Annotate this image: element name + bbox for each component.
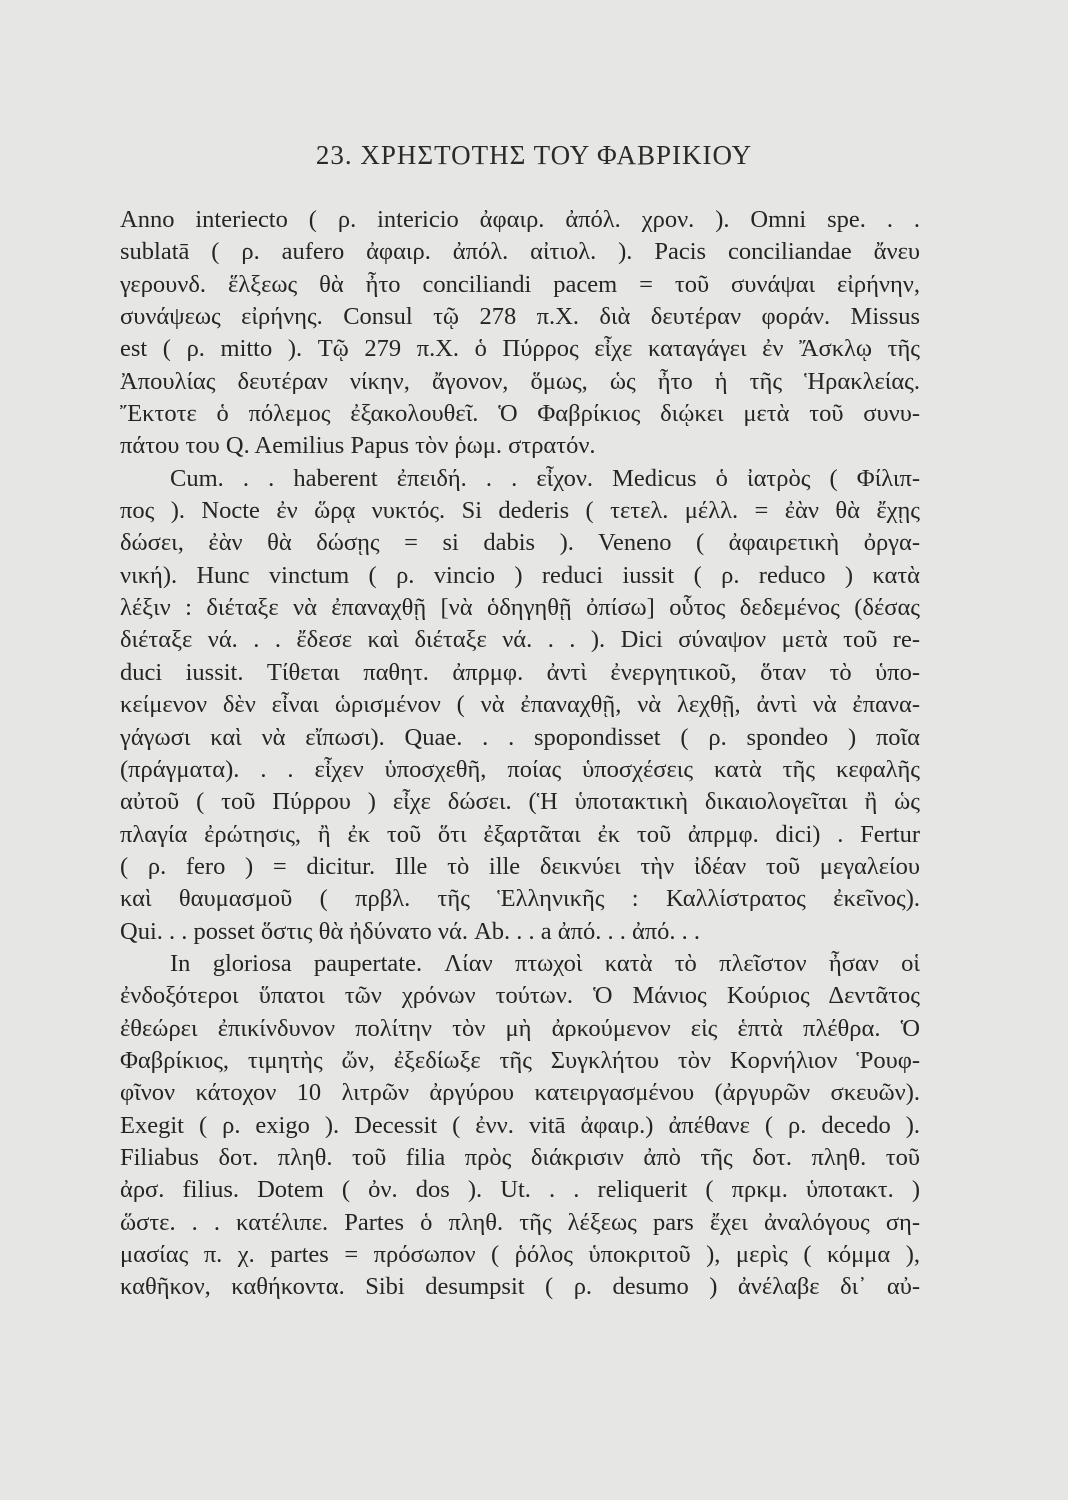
- chapter-title: 23. ΧΡΗΣΤΟΤΗΣ ΤΟΥ ΦΑΒΡΙΚΙΟΥ: [315, 140, 753, 170]
- text-line: In gloriosa paupertate. Λίαν πτωχοὶ κατὰ τὸ πλεῖστον ἦσαν οἱ: [170, 949, 920, 977]
- text-line: γερουνδ. ἕλξεως θὰ ἦτο conciliandi pacem = τοῦ συνάψαι εἰρήνην,: [120, 270, 920, 298]
- paragraph-1: [120, 204, 920, 463]
- text-line: αὐτοῦ ( τοῦ Πύρρου ) εἶχε δώσει. (Ἡ ὑποτακτικὴ δικαιολογεῖται ἢ ὡς: [120, 788, 920, 816]
- text-line: Ἀπουλίας δευτέραν νίκην, ἄγονον, ὅμως, ὡς ἦτο ἡ τῆς Ἡρακλείας.: [120, 367, 920, 395]
- text-line: μασίας π. χ. partes = πρόσωπον ( ῥόλος ὑποκριτοῦ ), μερὶς ( κόμμα ),: [120, 1241, 920, 1268]
- text-line: Cum. . . haberent ἐπειδή. . . εἶχον. Medicus ὁ ἰατρὸς ( Φίλιπ-: [170, 464, 920, 492]
- text-line: Φαβρίκιος, τιμητὴς ὤν, ἐξεδίωξε τῆς Συγκλήτου τὸν Κορνήλιον Ῥουφ-: [120, 1046, 920, 1074]
- text-line: est ( ρ. mitto ). Τῷ 279 π.Χ. ὁ Πύρρος εἶχε καταγάγει ἐν Ἄσκλῳ τῆς: [120, 335, 920, 363]
- text-line: φῖνον κάτοχον 10 λιτρῶν ἀργύρου κατειργασμένου (ἀργυρῶν σκευῶν).: [120, 1079, 920, 1107]
- text-line: καὶ θαυμασμοῦ ( πρβλ. τῆς Ἑλληνικῆς : Καλλίστρατος ἐκεῖνος).: [120, 885, 920, 913]
- text-line: Anno interiecto ( ρ. intericio ἀφαιρ. ἀπόλ. χρον. ). Omni spe. . .: [120, 206, 920, 233]
- text-line: δώσει, ἐὰν θὰ δώσῃς = si dabis ). Veneno ( ἀφαιρετικὴ ὀργα-: [120, 529, 920, 557]
- text-line: duci iussit. Τίθεται παθητ. ἀπρμφ. ἀντὶ ἐνεργητικοῦ, ὅταν τὸ ὑπο-: [120, 658, 920, 686]
- text-line: καθῆκον, καθήκοντα. Sibi desumpsit ( ρ. desumo ) ἀνέλαβε δι᾿ αὐ-: [120, 1273, 920, 1301]
- text-line: (πράγματα). . . εἶχεν ὑποσχεθῆ, ποίας ὑποσχέσεις κατὰ τῆς κεφαλῆς: [120, 755, 920, 783]
- paragraph-2: [120, 463, 920, 948]
- text-line: ( ρ. fero ) = dicitur. Ille τὸ ille δεικνύει τὴν ἰδέαν τοῦ μεγαλείου: [120, 852, 920, 880]
- text-line: διέταξε νά. . . ἔδεσε καὶ διέταξε νά. . . ). Dici σύναψον μετὰ τοῦ re-: [120, 626, 920, 654]
- text-line: νική). Hunc vinctum ( ρ. vincio ) reduci iussit ( ρ. reduco ) κατὰ: [120, 561, 920, 589]
- text-line: γάγωσι καὶ νὰ εἴπωσι). Quae. . . spopondisset ( ρ. spondeo ) ποῖα: [120, 723, 920, 751]
- text-line: Filiabus δοτ. πληθ. τοῦ filia πρὸς διάκρισιν ἀπὸ τῆς δοτ. πληθ. τοῦ: [120, 1143, 920, 1171]
- text-line: ἐνδοξότεροι ὕπατοι τῶν χρόνων τούτων. Ὁ Μάνιος Κούριος Δεντᾶτος: [120, 982, 920, 1010]
- text-line: κείμενον δὲν εἶναι ὡρισμένον ( νὰ ἐπαναχθῇ, νὰ λεχθῇ, ἀντὶ νὰ ἐπανα-: [120, 691, 920, 719]
- text-line: Ἔκτοτε ὁ πόλεμος ἐξακολουθεῖ. Ὁ Φαβρίκιος διῴκει μετὰ τοῦ συνυ-: [120, 400, 920, 428]
- text-line: Qui. . . posset ὅστις θὰ ἠδύνατο νά. Ab. . . a ἀπό. . . ἀπό. . .: [120, 917, 701, 945]
- text-line: ἐθεώρει ἐπικίνδυνον πολίτην τὸν μὴ ἀρκούμενον εἰς ἑπτὰ πλέθρα. Ὁ: [120, 1014, 920, 1042]
- text-line: Exegit ( ρ. exigo ). Decessit ( ἐνν. vitā ἀφαιρ.) ἀπέθανε ( ρ. decedo ).: [120, 1111, 920, 1139]
- text-line: ὥστε. . . κατέλιπε. Partes ὁ πληθ. τῆς λέξεως pars ἔχει ἀναλόγους ση-: [120, 1208, 920, 1236]
- commentary-text: [120, 204, 920, 1304]
- text-line: πλαγία ἐρώτησις, ἢ ἐκ τοῦ ὅτι ἐξαρτᾶται ἐκ τοῦ ἀπρμφ. dici) . Fertur: [120, 820, 920, 848]
- text-line: πάτου του Q. Aemilius Papus τὸν ῥωμ. στρατόν.: [120, 432, 596, 460]
- paragraph-3: [120, 948, 920, 1304]
- text-line: συνάψεως εἰρήνης. Consul τῷ 278 π.Χ. διὰ δευτέραν φοράν. Missus: [120, 303, 920, 331]
- text-line: ἀρσ. filius. Dotem ( ὀν. dos ). Ut. . . reliquerit ( πρκμ. ὑποτακτ. ): [120, 1176, 920, 1204]
- text-line: πος ). Nocte ἐν ὥρᾳ νυκτός. Si dederis ( τετελ. μέλλ. = ἐὰν θὰ ἔχῃς: [120, 497, 920, 525]
- text-line: sublatā ( ρ. aufero ἀφαιρ. ἀπόλ. αἰτιολ. ). Pacis conciliandae ἄνευ: [120, 238, 920, 266]
- text-line: λέξιν : διέταξε νὰ ἐπαναχθῇ [νὰ ὁδηγηθῇ ὀπίσω] οὗτος δεδεμένος (δέσας: [120, 594, 920, 622]
